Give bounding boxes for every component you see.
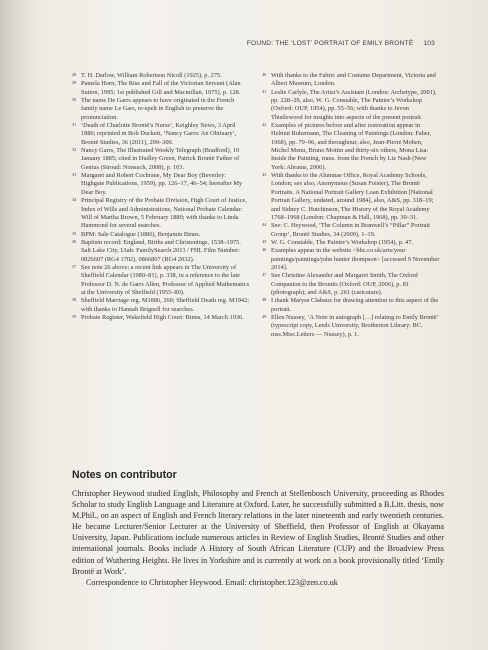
footnote-number: 39: [72, 313, 77, 319]
footnote: [72, 264, 250, 297]
footnote-number: 30: [72, 97, 77, 103]
footnote: [262, 297, 440, 314]
footnote: [262, 272, 440, 297]
footnote-text: I thank Maryse Clabaux for drawing attention to this aspect of the portrait.: [271, 297, 439, 313]
footnote-text: See: C. Heywood, ‘The Column in Branwell’s “Pillar” Portrait Group’, Brontë Studies, 34 (2009), 1–19.: [271, 222, 430, 238]
footnote-number: 35: [72, 230, 77, 236]
footnote-number: 33: [72, 172, 77, 178]
footnote: [262, 172, 440, 222]
contributor-bio: Christopher Heywood studied English, Philosophy and French at Stellenbosch University, proceeding as Rhodes Scholar to study English Language and Literature at Oxford. Later, he successfully submitted a B.Litt. thesis, now M.Phil., on an aspect of English and French literary relations in the later nineteenth and early twentieth centuries. He became Lecturer/Senior Lecturer at the University of Sheffield, then Professor of English at Okayama University, Japan. Publications include numerous articles in Review of English Studies, Brontë Studies and other international journals. Books include A History of South African Literature (CUP) and the Broadview Press edition of Wuthering Heights. He lives in Yorkshire and is currently at work on a book provisionally titled ‘Emily Brontë at Work’.: [72, 489, 444, 576]
footnote: [262, 222, 440, 239]
footnote-text: See note 26 above; a recent link appears in The University of Sheffield Calendar (1980–81), p. 338, in a reference to the late Professor D. N. de Garrs Allen, Professor of Applied Mathematics at the University of Sheffield (1955–80).: [81, 263, 250, 296]
footnote-text: W. G. Constable, The Painter’s Workshop (1954), p. 47.: [271, 238, 413, 246]
contributor-notes: [72, 488, 444, 588]
page-number: 103: [423, 40, 435, 47]
footnote-text: T. H. Darlow, William Robertson Nicoll (1925), p. 275.: [81, 72, 222, 79]
footnote: [72, 122, 250, 147]
footnote-number: 28: [72, 72, 77, 77]
contributor-correspondence: Correspondence to Christopher Heywood. Email: christopher.123@zen.co.uk: [86, 577, 338, 587]
footnote-number: 47: [262, 272, 267, 278]
contributor-heading: Notes on contributor: [72, 469, 177, 481]
footnote-number: 37: [72, 263, 77, 269]
footnote-text: Pamela Horn, The Rise and Fall of the Victorian Servant (Alan Sutton, 1995; 1st published Gill and Macmillan, 1975), p. 128.: [81, 80, 241, 96]
footnotes-left-column: [72, 72, 250, 322]
footnote-number: 31: [72, 122, 77, 128]
footnote: [72, 297, 250, 314]
footnote: [72, 72, 250, 80]
footnote-number: 40: [262, 72, 267, 77]
footnote-text: ‘Death of Charlotte Brontë’s Nurse’, Keighley News, 3 April 1886; reprinted in Bob Duckett, ‘Nancy Garrs: An Obituary’, Brontë Studies, 36 (2011), 299–300.: [81, 122, 237, 146]
footnote-text: Ellen Nussey, ‘A Note in autograph […] relating to Emily Brontë’ (typescript copy, Leeds University, Brotherton Library: BC. mss.Misc.Letters — Nussey), p. 1.: [271, 313, 439, 338]
footnote-text: See Christine Alexander and Margaret Smith, The Oxford Companion to the Brontës (Oxford: OUP, 2006), p. 81 (photograph); and A&S, p. 261 (caricature).: [271, 272, 418, 296]
footnote-text: Nancy Garrs, The Illustrated Weekly Telegraph (Bradford), 10 January 1885; cited in Dudley Green, Patrick Brontë Father of Genius (Stroud: Nonsuch, 2008), p. 103.: [81, 147, 240, 171]
footnote-text: Examples appear in the website <bbc.co.uk/arts/your paintings/paintings/john hunter thompson> [accessed 9 November 2014].: [271, 247, 440, 271]
footnote-text: Leslie Carlyle, The Artist’s Assistant (London: Archetype, 2001), pp. 228–29, also, W. G. Constable, The Painter’s Workshop (Oxford: OUP, 1954), pp. 55–56; with thanks to Jevon Thistlewood for insights into aspects of the present portrait.: [271, 88, 437, 121]
footnote-number: 49: [262, 313, 267, 319]
footnote-text: Baptism record: England, Births and Christenings, 1538–1975. Salt Lake City, Utah: FamilySearch 2013 / FHL Film Number: 0826607 (RG4 1702), 0866807 (RG4 2032).: [81, 238, 241, 263]
footnote: [262, 72, 440, 89]
footnote: [72, 172, 250, 197]
footnote: [72, 147, 250, 172]
footnote-number: 41: [262, 88, 267, 94]
footnote-number: 38: [72, 297, 77, 303]
footnote-number: 44: [262, 222, 267, 228]
footnote: [262, 89, 440, 122]
footnote: [72, 97, 250, 122]
footnote-text: BPM: Sale Catalogue (1886), Benjamin Binns.: [81, 230, 201, 238]
running-header: [230, 40, 435, 47]
footnote: [72, 231, 250, 239]
footnote: [262, 122, 440, 172]
footnote-number: 45: [262, 238, 267, 244]
footnote-number: 32: [72, 147, 77, 153]
footnote-number: 46: [262, 247, 267, 253]
footnote: [72, 80, 250, 97]
running-title: FOUND: THE ‘LOST’ PORTRAIT OF EMILY BRONTË: [246, 40, 414, 47]
footnote-number: 43: [262, 172, 267, 178]
footnote-number: 34: [72, 197, 77, 203]
footnote-text: The name De Garrs appears to have originated in the French family name Le Gars, re-spelt in English to preserve the pronunciation.: [81, 97, 235, 121]
footnote: [262, 314, 440, 339]
footnotes-right-column: [262, 72, 440, 339]
footnote: [72, 239, 250, 264]
footnote-text: With thanks to the Alumnae Office, Royal Academy Schools, London; see also, Anonymous (Susan Foister), The Brontë Portraits. A National Portrait Gallery Loan Exhibition [National Portrait Gallery, undated, around 1984], also, A&S, pp. 318–19; and Sidney C. Hutchinson, The History of the Royal Academy 1768–1968 (London: Chapman & Hall, 1968), pp. 30–31.: [271, 172, 434, 221]
footnote: [262, 239, 440, 247]
footnote-text: With thanks to the Fabric and Costume Department, Victoria and Albert Museum, London.: [271, 72, 436, 88]
footnote: [262, 247, 440, 272]
footnote-text: Examples of pictures before and after restoration appear in Helmut Ruhemann, The Cleaning of Paintings (London: Faber, 1968), pp. 79–96, and throughout; also, Jean-Pierre Mohen, Michel Menu, Bruno Mottin and thirty-six others, Mona Lisa: Inside the Painting, trans. from the French by Liz Nash (New York: Abrams, 2006).: [271, 122, 432, 171]
footnote: [72, 197, 250, 230]
footnote-number: 36: [72, 238, 77, 244]
footnote: [72, 314, 250, 322]
footnote-number: 42: [262, 122, 267, 128]
footnote-text: Principal Registry of the Probate Division, High Court of Justice, Index of Wills and Administrations, National Probate Calendar: Will of Martha Brown, 5 February 1880; with thanks to Linda Hammond for several searches.: [81, 197, 247, 230]
footnote-text: Margaret and Robert Cochrane, My Dear Boy (Beverley: Highgate Publications, 1959), pp. 126–17, 46–54; hereafter My Dear Boy.: [81, 172, 243, 196]
footnote-number: 29: [72, 80, 77, 86]
footnote-text: Probate Register, Wakefield High Court: Binns, 14 March 1936.: [81, 313, 244, 321]
footnote-text: Sheffield Marriage reg. M1886, 260; Sheffield Death reg. M1942; with thanks to Hannah Brignell for searches.: [81, 297, 250, 313]
footnote-number: 48: [262, 297, 267, 303]
